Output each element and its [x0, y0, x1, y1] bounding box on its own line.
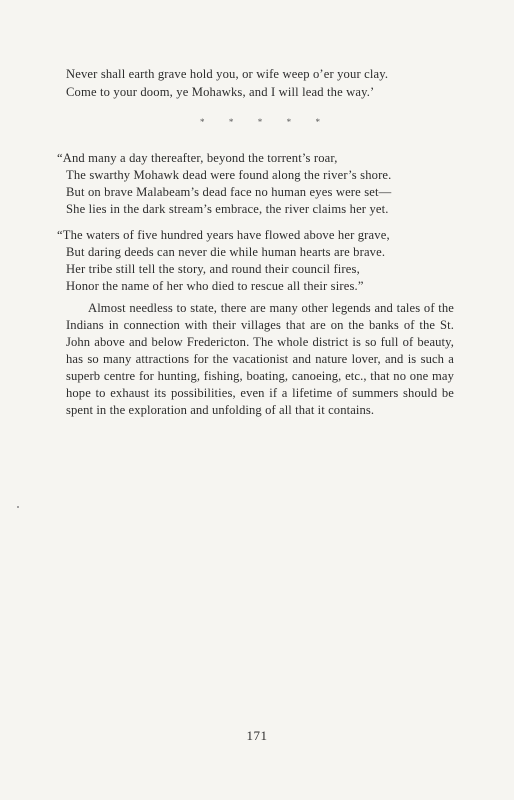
page-number: 171 [246, 728, 268, 743]
asterisk: * [200, 117, 205, 127]
poem-line: “The waters of five hundred years have flowed above her grave, [57, 228, 390, 242]
asterisk: * [315, 117, 320, 127]
poem-line: She lies in the dark stream’s embrace, the river claims her yet. [66, 202, 389, 216]
poem-line: The swarthy Mohawk dead were found along the river’s shore. [66, 168, 392, 182]
poem-line: Never shall earth grave hold you, or wife weep o’er your clay. [66, 67, 389, 81]
poem-line: But on brave Malabeam’s dead face no human eyes were set— [66, 185, 392, 199]
scan-speck [17, 506, 19, 508]
prose-paragraph: Almost needless to state, there are many other legends and tales of the Indians in connection with their villages that are on the banks of the St. John above and below Fredericton. The whole district is so full of beauty, has so many attractions for the vacationist and nature lover, and is such a superb centre for hunting, fishing, boating, canoeing, etc., that no one may hope to exhaust its possibilities, even if a lifetime of summers should be spent in the exploration and unfolding of all that it contains. [66, 301, 454, 417]
poem-line: Honor the name of her who died to rescue all their sires.” [66, 279, 364, 293]
poem-line: Her tribe still tell the story, and round their council fires, [66, 262, 360, 276]
asterisk: * [286, 117, 292, 127]
poem-line: Come to your doom, ye Mohawks, and I will lead the way.’ [66, 85, 375, 99]
poem-line: But daring deeds can never die while human hearts are brave. [66, 245, 386, 259]
prose-block [66, 300, 454, 419]
section-break [200, 117, 320, 127]
poem-line: “And many a day thereafter, beyond the torrent’s roar, [57, 151, 338, 165]
asterisk: * [228, 117, 234, 127]
asterisk: * [257, 117, 263, 127]
